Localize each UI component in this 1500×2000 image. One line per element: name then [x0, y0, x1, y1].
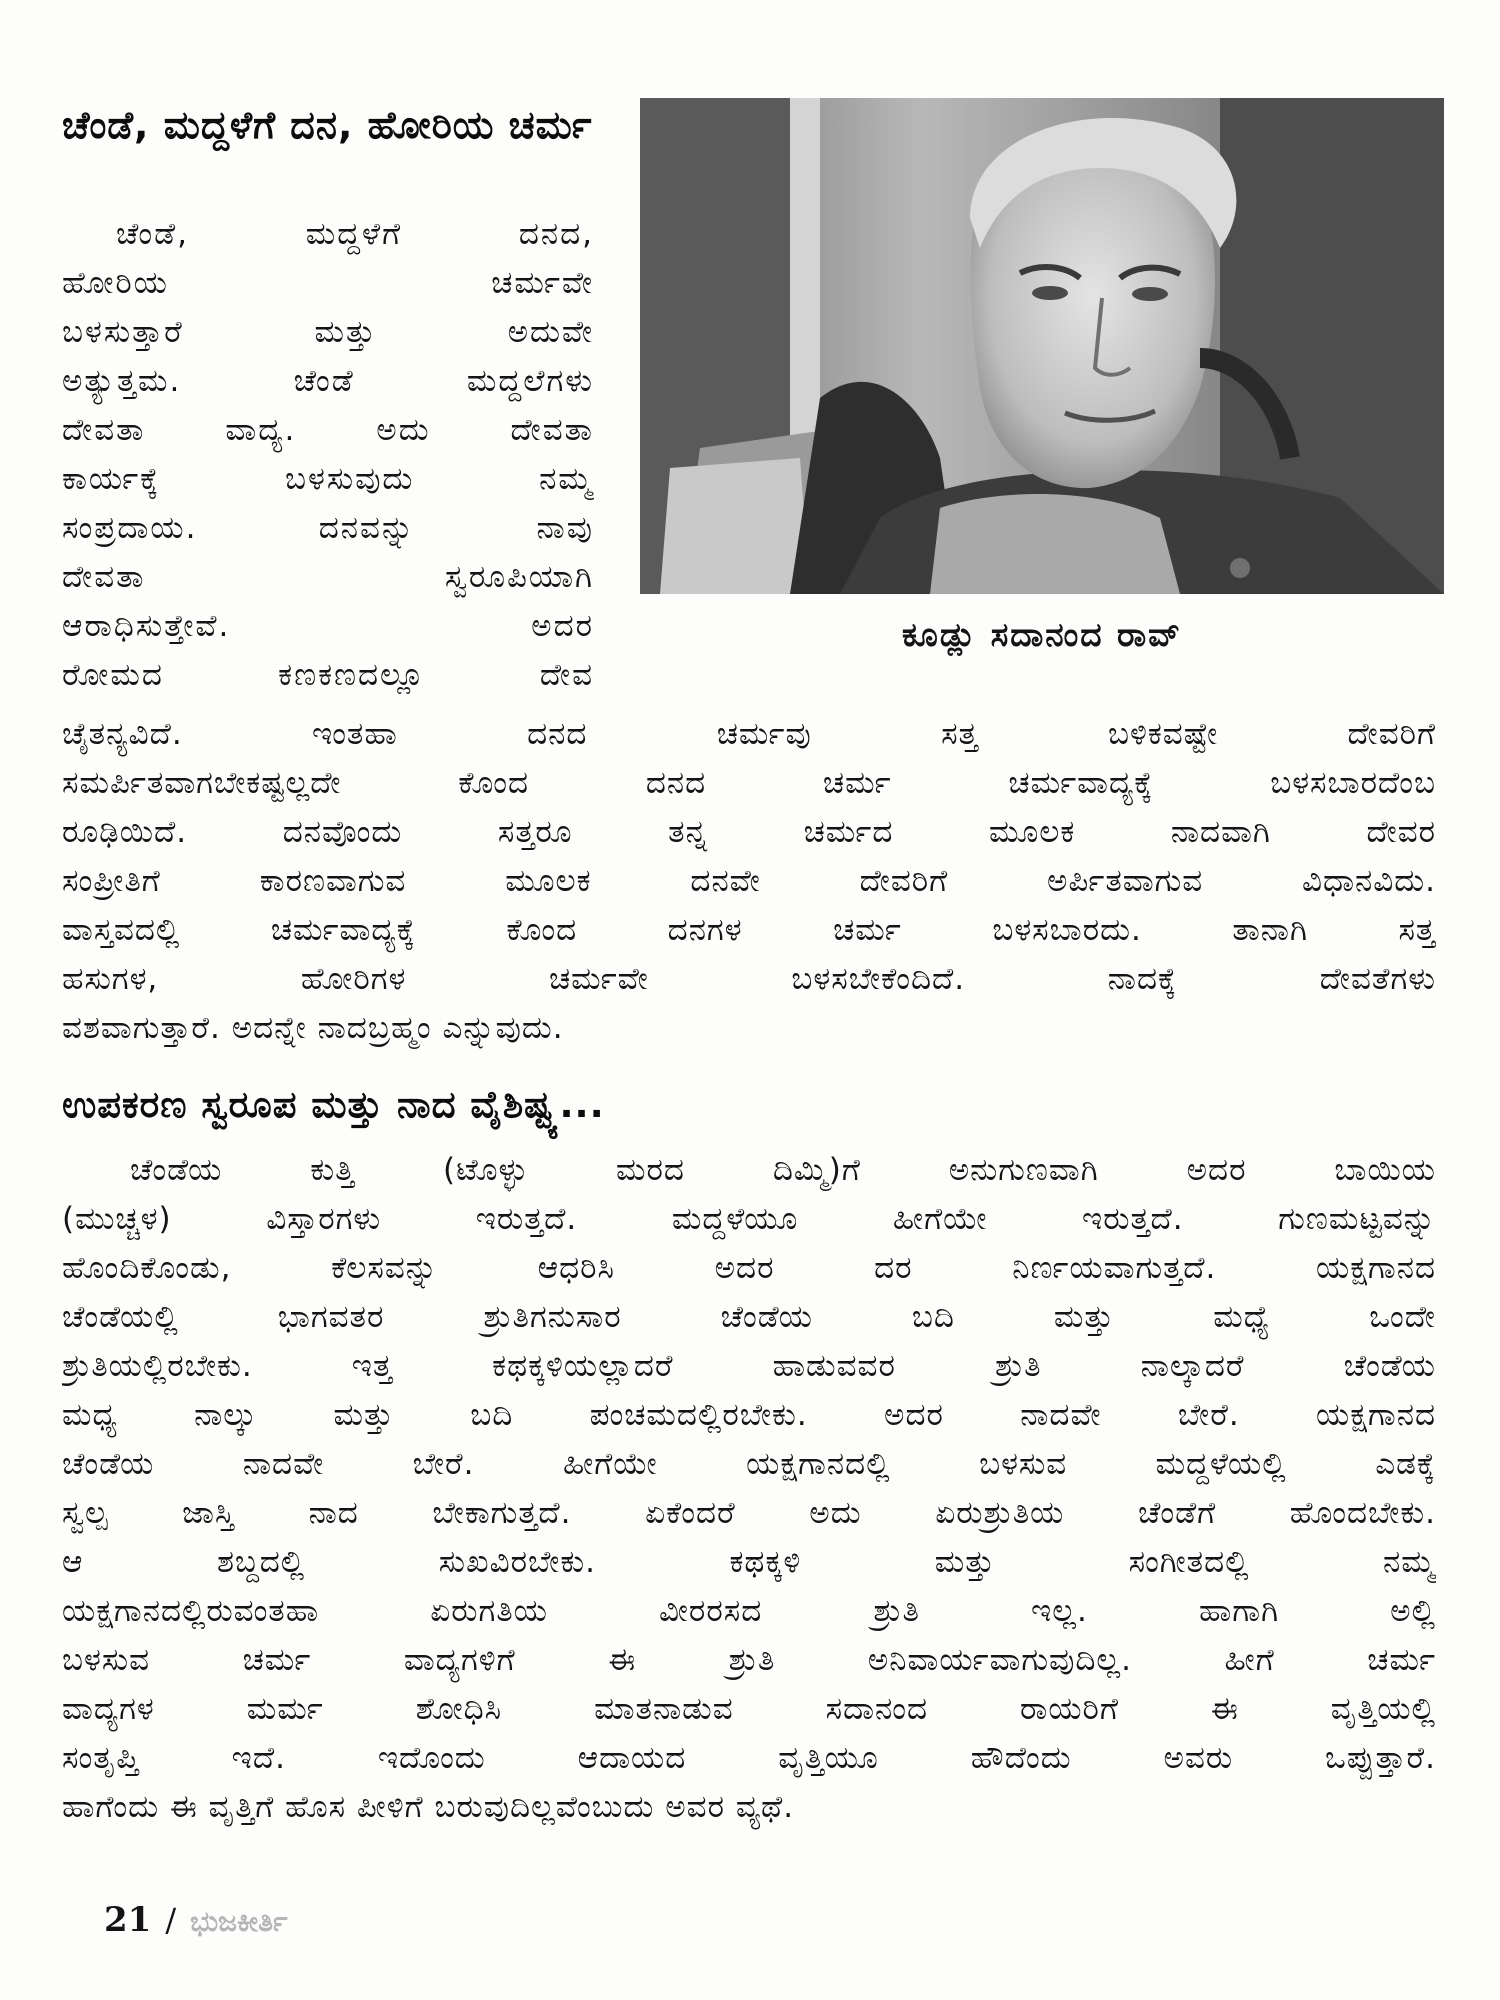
section-heading-2: ಉಪಕರಣ ಸ್ವರೂಪ ಮತ್ತು ನಾದ ವೈಶಿಷ್ಟ್ಯ... [62, 1083, 605, 1126]
text-line: ಯಕ್ಷಗಾನದಲ್ಲಿರುವಂತಹಾ ಏರುಗತಿಯ ವೀರರಸದ ಶ್ರುತಿ ಇಲ್ಲ. ಹಾಗಾಗಿ ಅಲ್ಲಿ [62, 1593, 1436, 1629]
text-line: ಚೆಂಡೆಯ ನಾದವೇ ಬೇರೆ. ಹೀಗೆಯೇ ಯಕ್ಷಗಾನದಲ್ಲಿ ಬಳಸುವ ಮದ್ದಳೆಯಲ್ಲಿ ಎಡಕ್ಕೆ [62, 1446, 1436, 1482]
text-line: ಹಾಗೆಂದು ಈ ವೃತ್ತಿಗೆ ಹೊಸ ಪೀಳಿಗೆ ಬರುವುದಿಲ್ಲವೆಂಬುದು ಅವರ ವ್ಯಥೆ. [62, 1789, 795, 1825]
portrait-illustration [640, 98, 1444, 594]
text-line: ಚೆಂಡೆ, ಮದ್ದಳೆಗೆ ದನದ, [116, 216, 594, 252]
text-line: ಹೊಂದಿಕೊಂಡು, ಕೆಲಸವನ್ನು ಆಧರಿಸಿ ಅದರ ದರ ನಿರ್ಣಯವಾಗುತ್ತದೆ. ಯಕ್ಷಗಾನದ [62, 1250, 1436, 1286]
page-footer [104, 1900, 287, 1950]
text-line: ಸಮರ್ಪಿತವಾಗಬೇಕಷ್ಟಲ್ಲದೇ ಕೊಂದ ದನದ ಚರ್ಮ ಚರ್ಮವಾದ್ಯಕ್ಕೆ ಬಳಸಬಾರದೆಂಬ [62, 765, 1436, 801]
text-line: ಸ್ವಲ್ಪ ಜಾಸ್ತಿ ನಾದ ಬೇಕಾಗುತ್ತದೆ. ಏಕೆಂದರೆ ಅದು ಏರುಶ್ರುತಿಯ ಚೆಂಡೆಗೆ ಹೊಂದಬೇಕು. [62, 1495, 1436, 1531]
text-line: (ಮುಚ್ಚಳ) ವಿಸ್ತಾರಗಳು ಇರುತ್ತದೆ. ಮದ್ದಳೆಯೂ ಹೀಗೆಯೇ ಇರುತ್ತದೆ. ಗುಣಮಟ್ಟವನ್ನು [62, 1201, 1436, 1237]
text-line: ಚೆಂಡೆಯಲ್ಲಿ ಭಾಗವತರ ಶ್ರುತಿಗನುಸಾರ ಚೆಂಡೆಯ ಬದಿ ಮತ್ತು ಮಧ್ಯೆ ಒಂದೇ [62, 1299, 1436, 1335]
text-line: ಬಳಸುತ್ತಾರೆ ಮತ್ತು ಅದುವೇ [62, 314, 594, 350]
paragraph-2 [62, 1146, 1436, 1832]
text-line: ಶ್ರುತಿಯಲ್ಲಿರಬೇಕು. ಇತ್ತ ಕಥಕ್ಕಳಿಯಲ್ಲಾದರೆ ಹಾಡುವವರ ಶ್ರುತಿ ನಾಲ್ಕಾದರೆ ಚೆಂಡೆಯ [62, 1348, 1436, 1384]
text-line: ದೇವತಾ ಸ್ವರೂಪಿಯಾಗಿ [62, 559, 594, 595]
portrait-photo [640, 98, 1444, 594]
paragraph-1 [62, 710, 1436, 1053]
text-line: ಹಸುಗಳ, ಹೋರಿಗಳ ಚರ್ಮವೇ ಬಳಸಬೇಕೆಂದಿದೆ. ನಾದಕ್ಕೆ ದೇವತೆಗಳು [62, 961, 1436, 997]
text-line: ಮಧ್ಯ ನಾಲ್ಕು ಮತ್ತು ಬದಿ ಪಂಚಮದಲ್ಲಿರಬೇಕು. ಅದರ ನಾದವೇ ಬೇರೆ. ಯಕ್ಷಗಾನದ [62, 1397, 1436, 1433]
text-line: ರೂಢಿಯಿದೆ. ದನವೊಂದು ಸತ್ತರೂ ತನ್ನ ಚರ್ಮದ ಮೂಲಕ ನಾದವಾಗಿ ದೇವರ [62, 814, 1436, 850]
photo-caption: ಕೂಡ್ಲು ಸದಾನಂದ ರಾವ್ [901, 615, 1183, 654]
text-line: ಚೆಂಡೆಯ ಕುತ್ತಿ (ಟೊಳ್ಳು ಮರದ ದಿಮ್ಮಿ)ಗೆ ಅನುಗುಣವಾಗಿ ಅದರ ಬಾಯಿಯ [130, 1152, 1436, 1188]
publication-name: ಭುಜಕೀರ್ತಿ [190, 1905, 288, 1938]
text-line: ವಾದ್ಯಗಳ ಮರ್ಮ ಶೋಧಿಸಿ ಮಾತನಾಡುವ ಸದಾನಂದ ರಾಯರಿಗೆ ಈ ವೃತ್ತಿಯಲ್ಲಿ [62, 1691, 1436, 1727]
text-line: ರೋಮದ ಕಣಕಣದಲ್ಲೂ ದೇವ [62, 657, 594, 693]
text-line: ವಶವಾಗುತ್ತಾರೆ. ಅದನ್ನೇ ನಾದಬ್ರಹ್ಮಂ ಎನ್ನುವುದು. [62, 1010, 564, 1046]
text-line: ಅತ್ಯುತ್ತಮ. ಚೆಂಡೆ ಮದ್ದಲೆಗಳು [62, 363, 594, 399]
page-number: 21 [104, 1900, 152, 1940]
text-line: ಆರಾಧಿಸುತ್ತೇವೆ. ಅದರ [62, 608, 594, 644]
text-line: ಚೈತನ್ಯವಿದೆ. ಇಂತಹಾ ದನದ ಚರ್ಮವು ಸತ್ತ ಬಳಿಕವಷ್ಟೇ ದೇವರಿಗೆ [62, 716, 1436, 752]
footer-separator: / [165, 1901, 177, 1939]
section-heading-1: ಚೆಂಡೆ, ಮದ್ದಳೆಗೆ ದನ, ಹೋರಿಯ ಚರ್ಮ [62, 103, 593, 147]
text-line: ಬಳಸುವ ಚರ್ಮ ವಾದ್ಯಗಳಿಗೆ ಈ ಶ್ರುತಿ ಅನಿವಾರ್ಯವಾಗುವುದಿಲ್ಲ. ಹೀಗೆ ಚರ್ಮ [62, 1642, 1436, 1678]
text-line: ದೇವತಾ ವಾದ್ಯ. ಅದು ದೇವತಾ [62, 412, 594, 448]
text-line: ಸಂತೃಪ್ತಿ ಇದೆ. ಇದೊಂದು ಆದಾಯದ ವೃತ್ತಿಯೂ ಹೌದೆಂದು ಅವರು ಒಪ್ಪುತ್ತಾರೆ. [62, 1740, 1436, 1776]
text-line: ಸಂಪ್ರದಾಯ. ದನವನ್ನು ನಾವು [62, 510, 594, 546]
text-line: ಆ ಶಬ್ದದಲ್ಲಿ ಸುಖವಿರಬೇಕು. ಕಥಕ್ಕಳಿ ಮತ್ತು ಸಂಗೀತದಲ್ಲಿ ನಮ್ಮ [62, 1544, 1436, 1580]
text-line: ಸಂಪ್ರೀತಿಗೆ ಕಾರಣವಾಗುವ ಮೂಲಕ ದನವೇ ದೇವರಿಗೆ ಅರ್ಪಿತವಾಗುವ ವಿಧಾನವಿದು. [62, 863, 1436, 899]
text-line: ಕಾರ್ಯಕ್ಕೆ ಬಳಸುವುದು ನಮ್ಮ [62, 461, 594, 497]
text-line: ಹೋರಿಯ ಚರ್ಮವೇ [62, 265, 594, 301]
intro-paragraph [62, 210, 594, 700]
text-line: ವಾಸ್ತವದಲ್ಲಿ ಚರ್ಮವಾದ್ಯಕ್ಕೆ ಕೊಂದ ದನಗಳ ಚರ್ಮ ಬಳಸಬಾರದು. ತಾನಾಗಿ ಸತ್ತ [62, 912, 1436, 948]
